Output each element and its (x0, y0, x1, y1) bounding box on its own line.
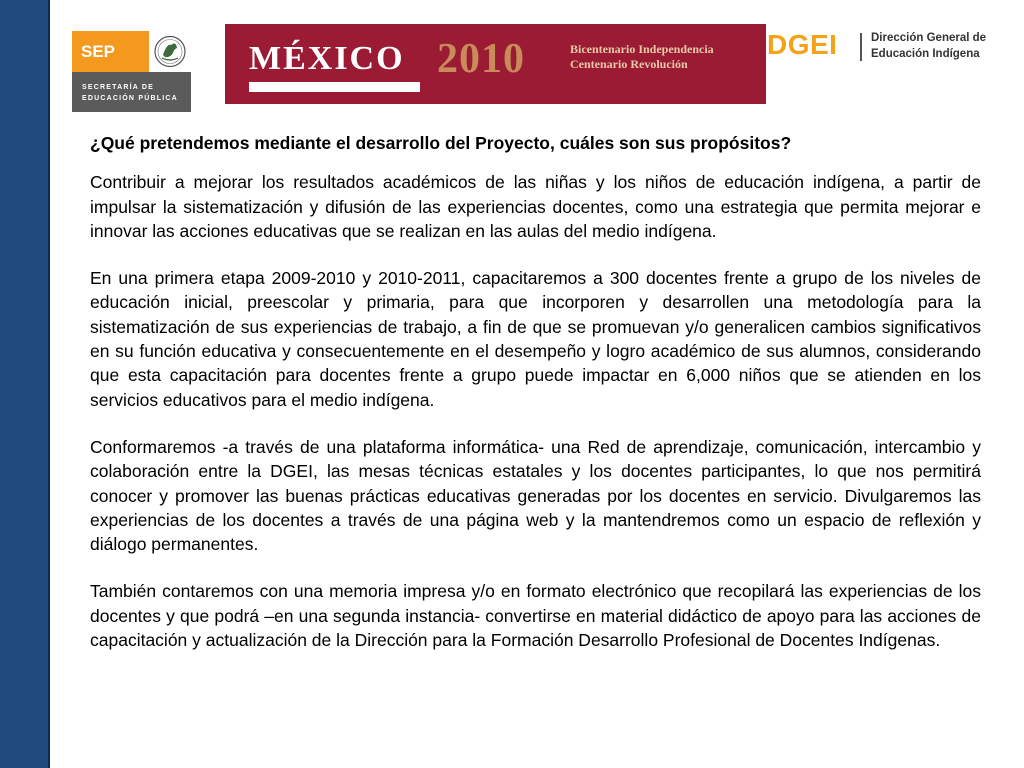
paragraph-first-stage: En una primera etapa 2009-2010 y 2010-2011, capacitaremos a 300 docentes frente a grupo de los niveles de educación inicial, preescolar y primaria, para que incorporen y desarrollen una metodología para la sistematización de sus experiencias de trabajo, a fin de que se promuevan y/o generalicen cambios significativos en su función educativa y consecuentemente en el desempeño y logro académico de sus alumnos, considerando que esta capacitación para docentes frente a grupo puede impactar en 6,000 niños que se atienden en los servicios educativos para el medio indígena. (90, 268, 981, 410)
banner-line1: Bicentenario Independencia (570, 42, 714, 56)
paragraph-memory: También contaremos con una memoria impresa y/o en formato electrónico que recopilará las experiencias de los docentes y que podrá –en una segunda instancia- convertirse en material didáctico de apoyo para las acciones de capacitación y actualización de la Dirección para la Formación Desarrollo Profesional de Docentes Indígenas. (90, 581, 981, 651)
dgei-divider (860, 33, 862, 61)
sep-logo-top (72, 31, 191, 72)
paragraph-network: Conformaremos -a través de una plataforma informática- una Red de aprendizaje, comunicación, intercambio y colaboración entre la DGEI, las mesas técnicas estatales y los docentes participantes, lo que nos permitirá conocer y promover las buenas prácticas educativas generadas por los docentes en servicio. Divulgaremos las experiencias de los docentes a través de una página web y la mantendremos como un espacio de reflexión y diálogo permanentes. (90, 436, 981, 555)
content-heading: ¿Qué pretendemos mediante el desarrollo del Proyecto, cuáles son sus propósitos? (90, 133, 792, 153)
mexico-word: MÉXICO (249, 40, 405, 77)
sep-name-line2: EDUCACIÓN PÚBLICA (82, 95, 178, 102)
dgei-line2: Educación Indígena (871, 48, 980, 60)
dgei-line1: Dirección General de (871, 32, 987, 44)
dgei-logo (767, 28, 1017, 68)
sep-logo (72, 31, 191, 112)
main-content (90, 131, 981, 675)
sep-acronym: SEP (72, 31, 149, 72)
mexico-year: 2010 (437, 36, 525, 82)
sep-name (82, 82, 178, 104)
banner-line2: Centenario Revolución (570, 57, 688, 71)
banner-white-strip (249, 82, 420, 92)
mexico-2010-banner (225, 24, 766, 104)
dgei-acronym: DGEI (767, 29, 838, 60)
sep-name-line1: SECRETARÍA DE (82, 84, 154, 91)
left-sidebar-bar (0, 0, 50, 768)
paragraph-purpose: Contribuir a mejorar los resultados académicos de las niñas y los niños de educación indígena, a partir de impulsar la sistematización y difusión de las experiencias docentes, como una estrategia que permita mejorar e innovar las acciones educativas que se realizan en las aulas del medio indígena. (90, 172, 981, 241)
mexican-eagle-seal-icon (149, 31, 191, 72)
